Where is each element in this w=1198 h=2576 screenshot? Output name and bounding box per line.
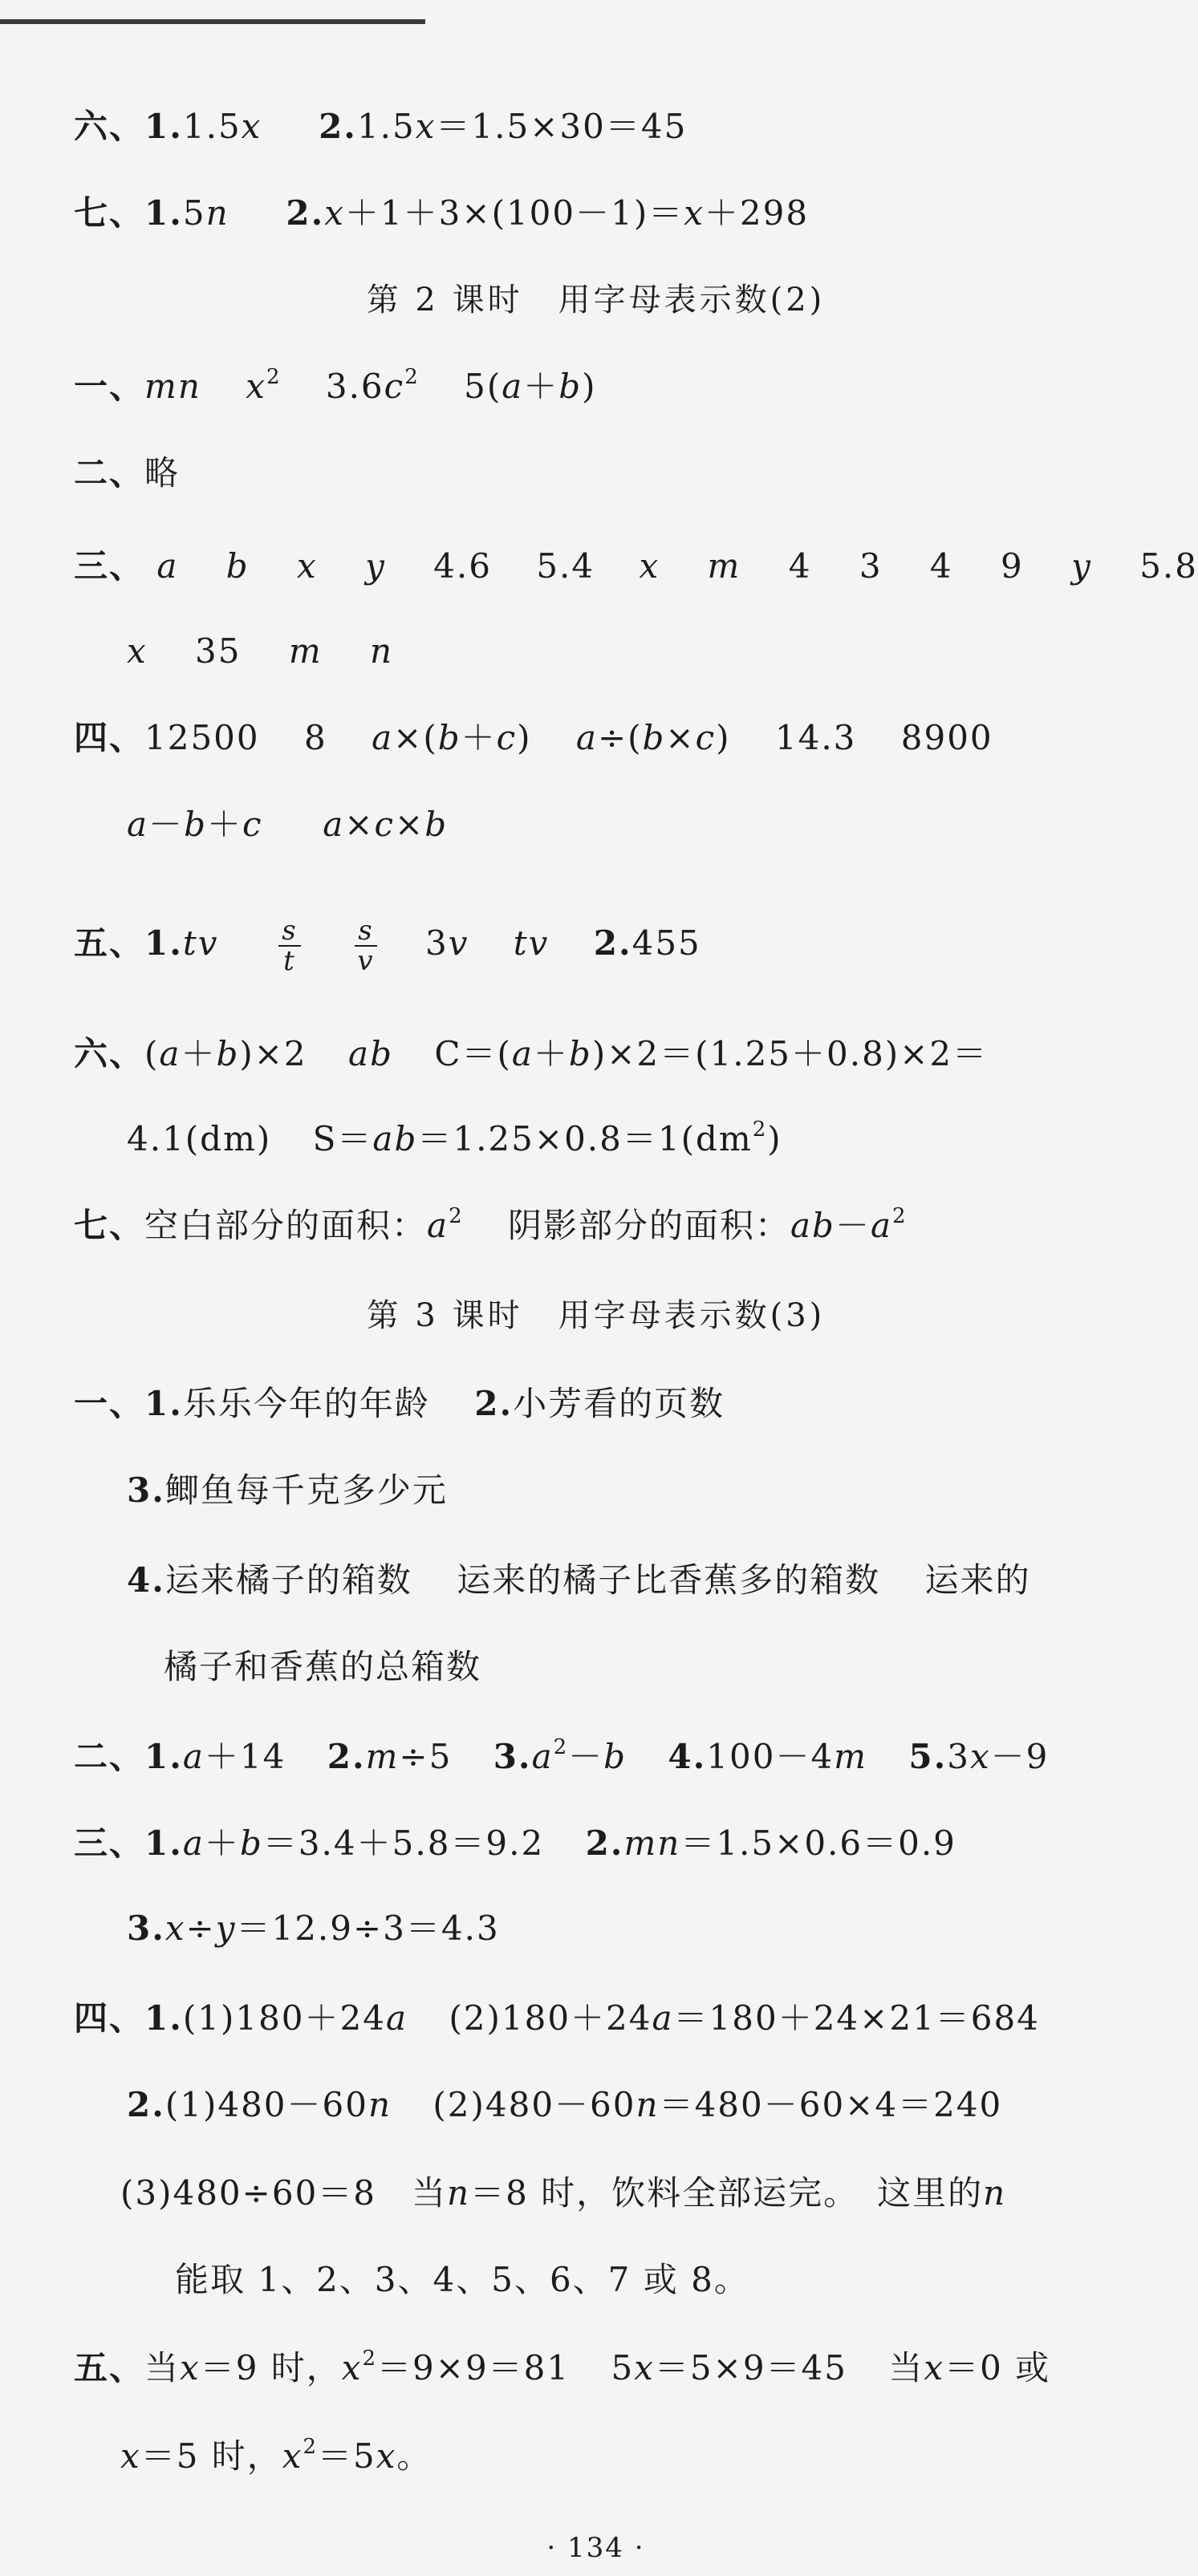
section-6-answers: 六、1.1.5x 2.1.5x＝1.5×30＝45 — [74, 107, 688, 146]
lesson-2-section-4-cont: a－b＋c a×c×b — [127, 805, 449, 844]
fraction-s-over-v: $\frac{s}{v}$ — [354, 916, 377, 976]
lesson-3-section-5-cont: x＝5 时，$x^2=5x$。 — [120, 2435, 432, 2476]
lesson-2-section-3: 三、 a b x y 4.6 5.4 x m 4 3 4 9 y 5.8 — [74, 546, 1198, 586]
lesson-2-section-1: 一、mn $x^2$ $3.6c^2$ 5(a＋b) — [74, 365, 597, 406]
lesson-3-heading: 第 3 课时 用字母表示数(3) — [366, 1297, 826, 1334]
lesson-3-section-3-item-3: 3.x÷y＝12.9÷3＝4.3 — [127, 1909, 500, 1948]
lesson-2-section-6-cont: 4.1(dm) $S=ab=1.25\times 0.8=1(dm^2)$ — [127, 1118, 782, 1158]
lesson-3-section-4: 四、1.(1)180＋24a (2)180＋24a＝180＋24×21＝684 — [74, 1998, 1040, 2038]
fraction-s-over-t: $\frac{s}{t}$ — [278, 916, 300, 976]
lesson-3-section-1-item-4-cont: 橘子和香蕉的总箱数 — [164, 1647, 482, 1686]
lesson-3-section-5: 五、当x＝9 时，$x^2=9\times 9=81$ 5x＝5×9＝45 当x＝0 或 — [74, 2347, 1051, 2387]
lesson-2-section-3-cont: x 35 m n — [127, 631, 394, 671]
lesson-3-section-1-item-4: 4.运来橘子的箱数 运来的橘子比香蕉多的箱数 运来的 — [127, 1560, 1031, 1600]
lesson-3-section-4-item-2-3-cont: 能取 1、2、3、4、5、6、7 或 8。 — [175, 2260, 749, 2299]
lesson-3-section-3: 三、1.a＋b＝3.4＋5.8＝9.2 2.mn＝1.5×0.6＝0.9 — [74, 1823, 956, 1863]
lesson-2-section-6: 六、(a＋b)×2 ab C＝(a＋b)×2＝(1.25＋0.8)×2＝ — [74, 1034, 989, 1073]
lesson-3-section-4-item-2-3: (3)480÷60＝8 当n＝8 时，饮料全部运完。 这里的n — [120, 2173, 1007, 2213]
lesson-2-section-5: 五、1.tv $\frac{s}{t}$ $\frac{s}{v}$ 3v tv 2.455 — [74, 915, 701, 977]
section-7-answers: 七、1.5n 2.x＋1＋3×(100－1)＝x＋298 — [74, 193, 810, 233]
lesson-3-section-2: 二、1.a＋14 2.m÷5 $3.a^2-b$ 4.100－4m 5.3x－9 — [74, 1735, 1050, 1776]
lesson-2-section-4: 四、12500 8 a×(b＋c) a÷(b×c) 14.3 8900 — [74, 718, 993, 757]
top-rule — [0, 19, 425, 24]
page-number: · 134 · — [546, 2532, 645, 2564]
lesson-3-section-4-item-2: 2.(1)480－60n (2)480－60n＝480－60×4＝240 — [127, 2085, 1003, 2124]
lesson-2-section-2: 二、略 — [74, 453, 181, 493]
lesson-2-section-7: 七、空白部分的面积：$a^2$ 阴影部分的面积：$ab-a^2$ — [74, 1204, 908, 1245]
lesson-3-section-1: 一、1.乐乐今年的年龄 2.小芳看的页数 — [74, 1384, 725, 1423]
lesson-2-heading: 第 2 课时 用字母表示数(2) — [366, 282, 826, 318]
lesson-3-section-1-item-3: 3.鲫鱼每千克多少元 — [127, 1471, 448, 1510]
